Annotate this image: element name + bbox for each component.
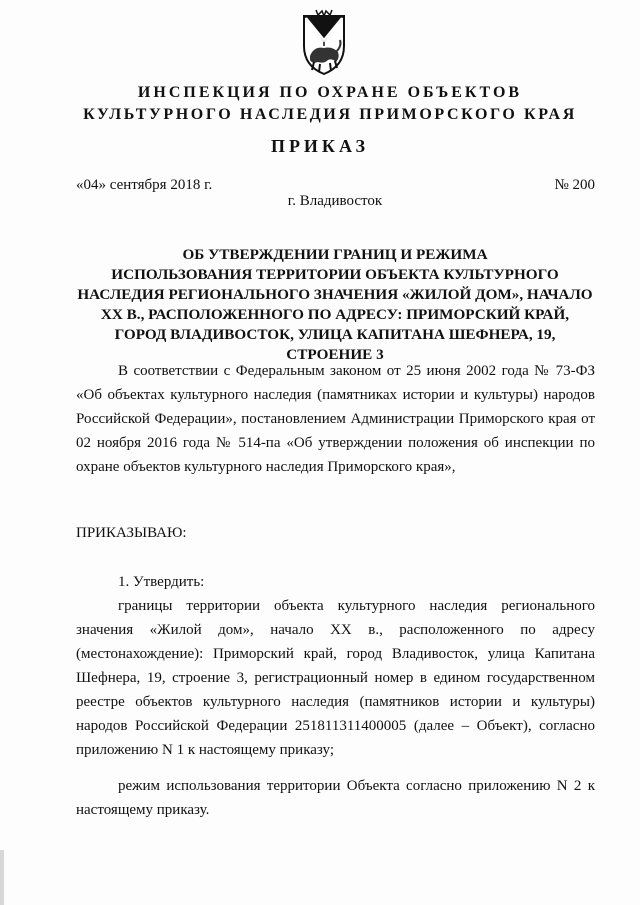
title-line: ОБ УТВЕРЖДЕНИИ ГРАНИЦ И РЕЖИМА <box>182 246 488 263</box>
text-line: Шефнера, 19, строение 3, регистрационный номер в едином государственном <box>76 670 595 686</box>
coat-of-arms-icon <box>298 6 350 78</box>
text-line: (местонахождение): Приморский край, город Владивосток, улица Капитана <box>76 646 595 662</box>
text-line: 02 ноября 2016 года № 514-па «Об утверждении положения об инспекции по <box>76 435 595 451</box>
order-verb: ПРИКАЗЫВАЮ: <box>76 525 187 541</box>
text-line: Российской Федерации», постановлением Администрации Приморского края от <box>76 411 595 427</box>
title-line: СТРОЕНИЕ 3 <box>286 346 384 363</box>
authority-name-line-1: ИНСПЕКЦИЯ ПО ОХРАНЕ ОБЪЕКТОВ <box>137 84 523 101</box>
authority-name-line-2: КУЛЬТУРНОГО НАСЛЕДИЯ ПРИМОРСКОГО КРАЯ <box>83 106 577 123</box>
text-line: В соответствии с Федеральным законом от 25 июня 2002 года № 73-ФЗ <box>118 363 595 379</box>
text-line: «Об объектах культурного наследия (памятниках истории и культуры) народов <box>76 387 595 403</box>
text-line: настоящему приказу. <box>76 802 210 818</box>
text-line: значения «Жилой дом», начало XX в., расположенного по адресу <box>76 622 595 638</box>
text-line: режим использования территории Объекта согласно приложению N 2 к <box>118 778 595 794</box>
clause-1-paragraph <box>76 594 595 762</box>
text-line: приложению N 1 к настоящему приказу; <box>76 742 334 758</box>
preamble-paragraph <box>76 359 595 479</box>
text-line: границы территории объекта культурного наследия регионального <box>118 598 595 614</box>
order-number: № 200 <box>554 177 595 193</box>
text-line: охране объектов культурного наследия Приморского края», <box>76 459 456 475</box>
order-heading: ПРИКАЗ <box>270 136 370 156</box>
item-1-heading: 1. Утвердить: <box>118 574 205 590</box>
text-line: народов Российской Федерации 251811311400005 (далее – Объект), согласно <box>76 718 595 734</box>
title-line: XX В., РАСПОЛОЖЕННОГО ПО АДРЕСУ: ПРИМОРСКИЙ КРАЙ, <box>100 306 570 323</box>
title-line: ГОРОД ВЛАДИВОСТОК, УЛИЦА КАПИТАНА ШЕФНЕРА, 19, <box>114 326 556 343</box>
scan-edge-shadow <box>0 850 4 905</box>
clause-2-paragraph <box>76 774 595 822</box>
title-line: ИСПОЛЬЗОВАНИЯ ТЕРРИТОРИИ ОБЪЕКТА КУЛЬТУРНОГО <box>111 266 559 283</box>
order-city: г. Владивосток <box>287 193 383 209</box>
document-title <box>70 245 600 365</box>
title-line: НАСЛЕДИЯ РЕГИОНАЛЬНОГО ЗНАЧЕНИЯ «ЖИЛОЙ ДОМ», НАЧАЛО <box>77 286 593 303</box>
text-line: реестре объектов культурного наследия (памятников истории и культуры) <box>76 694 595 710</box>
order-date: «04» сентября 2018 г. <box>76 177 213 193</box>
